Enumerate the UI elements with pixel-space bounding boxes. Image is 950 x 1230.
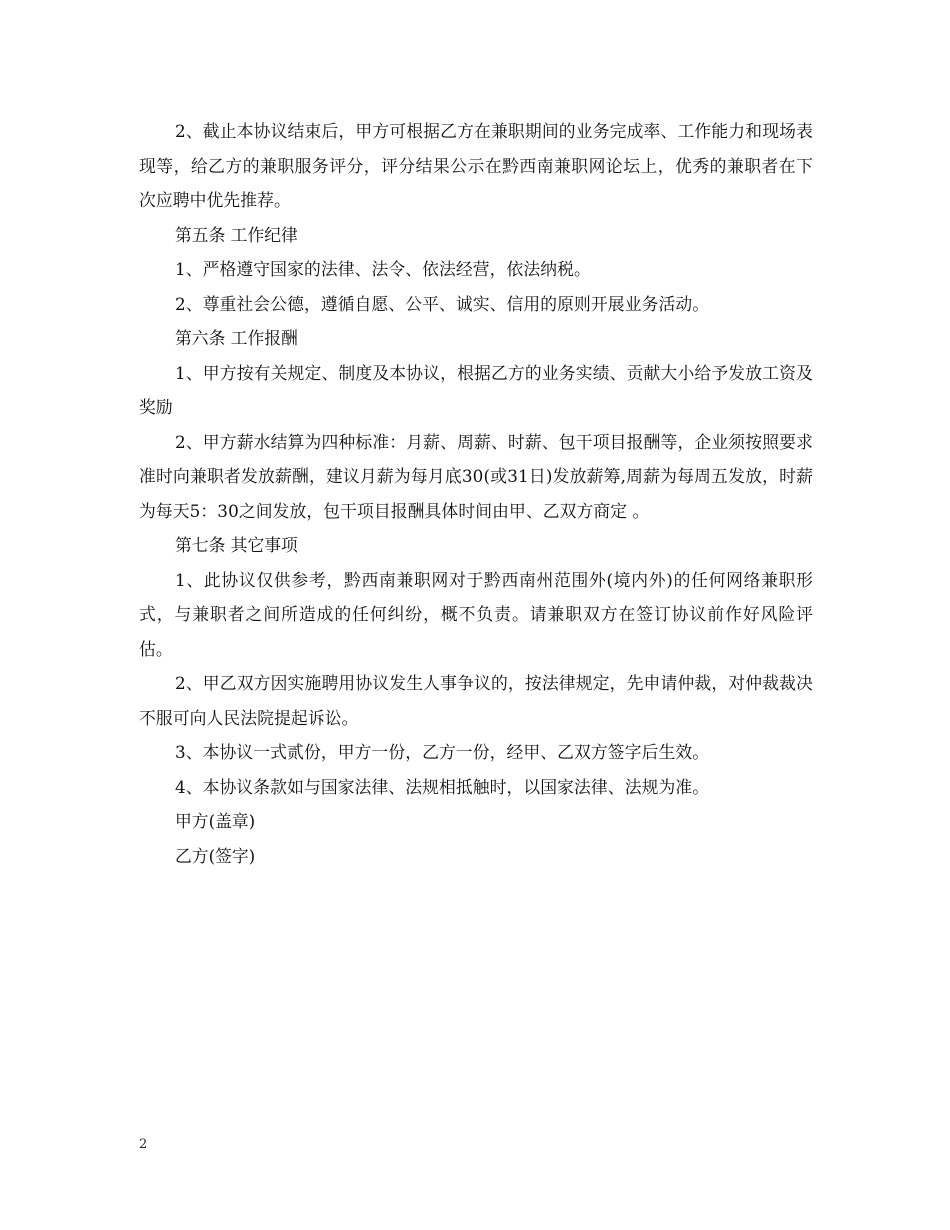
clause-5-item-1: 1、严格遵守国家的法律、法令、依法经营，依法纳税。 (175, 259, 591, 279)
clause-7-item-4: 4、本协议条款如与国家法律、法规相抵触时，以国家法律、法规为准。 (175, 776, 710, 797)
party-b-signature-label: 乙方(签字) (175, 845, 256, 866)
clause-4-item-2: 2、截止本协议结束后，甲方可根据乙方在兼职期间的业务完成率、工作能力和现场表现等，给乙方的兼职服务评分，评分结果公示在黔西南兼职网论坛上，优秀的兼职者在下次应聘中优先推荐。 (139, 121, 813, 210)
clause-6-item-1: 1、甲方按有关规定、制度及本协议，根据乙方的业务实绩、贡献大小给予发放工资及奖励 (139, 362, 813, 417)
article-7-heading: 第七条 其它事项 (175, 535, 298, 555)
page-number: 2 (139, 1137, 148, 1152)
clause-7-item-3: 3、本协议一式贰份，甲方一份，乙方一份，经甲、乙双方签字后生效。 (175, 742, 710, 762)
party-a-seal-label: 甲方(盖章) (175, 811, 256, 831)
clause-5-item-2: 2、尊重社会公德，遵循自愿、公平、诚实、信用的原则开展业务活动。 (175, 293, 710, 314)
article-6-heading: 第六条 工作报酬 (175, 328, 298, 348)
clause-6-item-2: 2、甲方薪水结算为四种标准：月薪、周薪、时薪、包干项目报酬等，企业须按照要求准时向兼职者发放薪酬，建议月薪为每月底30(或31日)发放薪筹,周薪为每周五发放，时薪为每天5：30之间发放，包干项目报酬具体时间由甲、乙双方商定 。 (139, 431, 813, 521)
clause-7-item-2: 2、甲乙双方因实施聘用协议发生人事争议的，按法律规定，先申请仲裁，对仲裁裁决不服可向人民法院提起诉讼。 (139, 673, 813, 728)
clause-7-item-1: 1、此协议仅供参考，黔西南兼职网对于黔西南州范围外(境内外)的任何网络兼职形式，与兼职者之间所造成的任何纠纷，概不负责。请兼职双方在签订协议前作好风险评估。 (139, 569, 813, 659)
document-body (139, 114, 813, 873)
article-5-heading: 第五条 工作纪律 (175, 224, 298, 245)
